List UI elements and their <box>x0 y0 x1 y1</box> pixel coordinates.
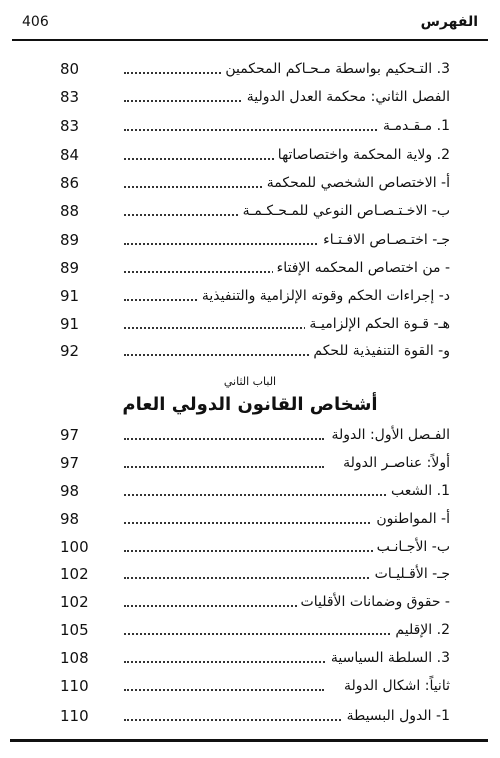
toc-entry: ب- الاخـتـصـاص النوعي للمـحـكـمـة <box>239 200 450 222</box>
toc-page-number: 89 <box>60 259 80 277</box>
toc-entry: 2. ولاية المحكمة واختصاصاتها <box>274 144 450 166</box>
toc-entry: 3. التـحكيم بواسطة مـحـاكم المحكمين <box>221 58 450 80</box>
header-rule <box>12 39 488 41</box>
toc-row <box>40 200 460 222</box>
toc-page-number: 91 <box>60 315 80 333</box>
dot-leader <box>124 354 324 356</box>
toc-entry: 3. السلطة السياسية <box>327 647 450 669</box>
toc-row <box>40 115 460 137</box>
toc-entry: جـ- اختـصـاص الافـتـاء <box>319 229 450 251</box>
dot-leader <box>124 271 294 273</box>
running-title: الفهرس <box>420 14 478 30</box>
toc-row <box>40 647 460 669</box>
toc-page-number: 80 <box>60 60 80 78</box>
part-label: الباب الثاني <box>223 375 277 388</box>
toc-row <box>40 705 460 727</box>
dot-leader <box>124 633 394 635</box>
toc-page-number: 83 <box>60 117 80 135</box>
toc-entry: و- القوة التنفيذية للحكم <box>309 340 450 362</box>
dot-leader <box>124 577 384 579</box>
toc-entry: - من اختصاص المحكمه الإفتاء <box>273 257 450 279</box>
toc-row <box>40 58 460 80</box>
toc-entry: أ- الاختصاص الشخصي للمحكمة <box>263 172 450 194</box>
toc-entry: أ- المواطنون <box>372 508 450 530</box>
toc-row <box>40 563 460 585</box>
toc-entry: 1. الشعب <box>387 480 450 502</box>
toc-page-number: 83 <box>60 88 80 106</box>
toc-page-number: 97 <box>60 454 80 472</box>
toc-entry: أولاً: عناصـر الدولة <box>339 452 450 474</box>
toc-page-number: 98 <box>60 482 80 500</box>
dot-leader <box>124 550 384 552</box>
toc-page-number: 108 <box>60 649 89 667</box>
toc-row <box>40 508 460 530</box>
toc-row <box>40 257 460 279</box>
toc-entry: الفصل الثاني: محكمة العدل الدولية <box>243 86 450 108</box>
dot-leader <box>124 605 304 607</box>
toc-page-number: 100 <box>60 538 89 556</box>
toc-entry: ثانياً: اشكال الدولة <box>340 675 450 697</box>
toc-entry: 2. الإقليم <box>391 619 450 641</box>
toc-entry: هـ- قـوة الحكم الإلزاميـة <box>305 313 450 335</box>
dot-leader <box>124 719 364 721</box>
dot-leader <box>124 522 374 524</box>
dot-leader <box>124 327 334 329</box>
toc-row <box>40 675 460 697</box>
toc-row <box>40 619 460 641</box>
toc-row <box>40 480 460 502</box>
toc-row <box>40 313 460 335</box>
dot-leader <box>124 438 324 440</box>
toc-entry: جـ- الأقـليـات <box>371 563 450 585</box>
page-header <box>12 14 488 34</box>
dot-leader <box>124 466 324 468</box>
toc-page-number: 105 <box>60 621 89 639</box>
footer-rule <box>10 739 488 742</box>
dot-leader <box>124 494 394 496</box>
toc-row <box>40 172 460 194</box>
toc-page-number: 91 <box>60 287 80 305</box>
toc-entry: - حقوق وضمانات الأقليات <box>297 591 450 613</box>
toc-row <box>40 285 460 307</box>
dot-leader <box>124 129 404 131</box>
toc-page-number: 84 <box>60 146 80 164</box>
toc-row <box>40 424 460 446</box>
toc-page-number: 98 <box>60 510 80 528</box>
toc-page-number: 102 <box>60 593 89 611</box>
dot-leader <box>124 689 324 691</box>
toc-entry: 1- الدول البسيطة <box>343 705 450 727</box>
part-title: أشخاص القانون الدولي العام <box>122 394 378 415</box>
toc-page-number: 97 <box>60 426 80 444</box>
toc-page-number: 102 <box>60 565 89 583</box>
toc-entry: الفـصل الأول: الدولة <box>327 424 450 446</box>
toc-row <box>40 229 460 251</box>
toc-row <box>40 591 460 613</box>
toc-page-number: 110 <box>60 677 89 695</box>
toc-page-number: 92 <box>60 342 80 360</box>
toc-page-number: 89 <box>60 231 80 249</box>
toc-row <box>40 340 460 362</box>
toc-entry: ب- الأجـانـب <box>373 536 450 558</box>
toc-page-number: 110 <box>60 707 89 725</box>
toc-page-number: 86 <box>60 174 80 192</box>
toc-row <box>40 536 460 558</box>
toc-entry: د- إجراءات الحكم وقوته الإلزامية والتنفيذية <box>198 285 450 307</box>
toc-page-number: 88 <box>60 202 80 220</box>
toc-row <box>40 86 460 108</box>
toc-row <box>40 452 460 474</box>
toc-row <box>40 144 460 166</box>
toc-entry: 1. مـقـدمـة <box>379 115 450 137</box>
page-number: 406 <box>22 14 49 30</box>
